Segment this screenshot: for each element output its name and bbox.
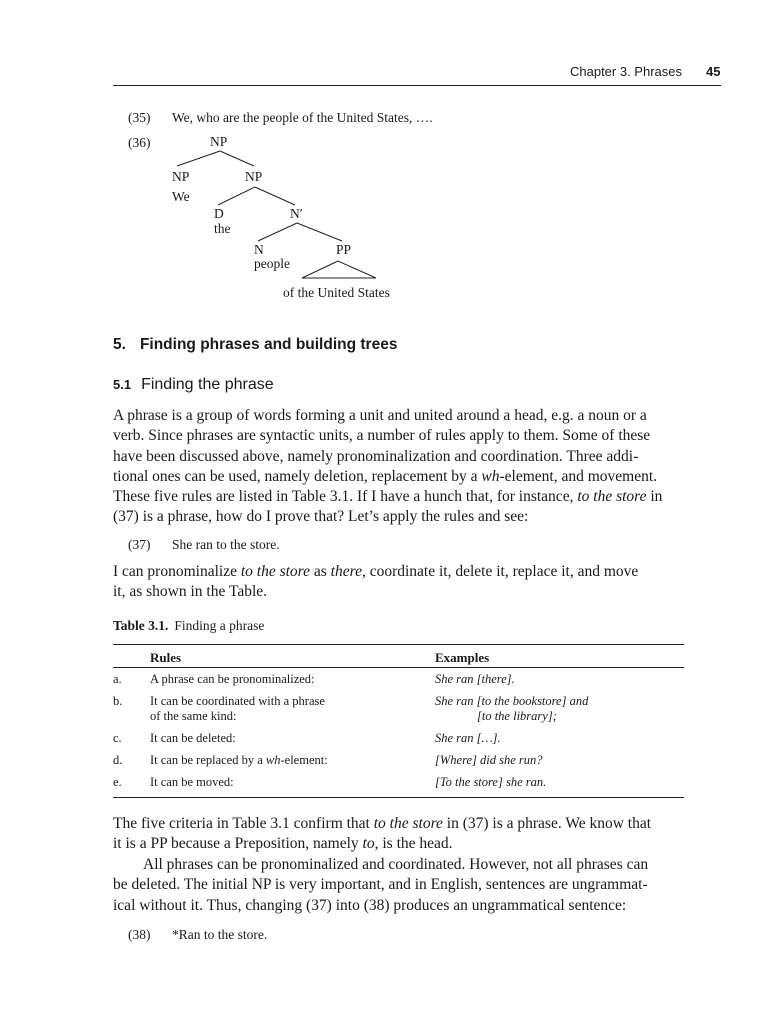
text-line: verb. Since phrases are syntactic units, a number of rules apply to them. Some of these	[113, 427, 651, 445]
table-row-example-cont: [to the library];	[477, 709, 557, 723]
italic-term: wh	[265, 753, 281, 767]
table-caption	[113, 618, 264, 634]
example-text: We, who are the people of the United States, ….	[172, 110, 433, 125]
tree-node-d: D	[214, 206, 224, 221]
tree-leaf-the: the	[214, 221, 231, 236]
paragraph-pronominalize	[113, 562, 683, 603]
text-span: it is a PP because a Preposition, namely	[113, 835, 363, 853]
tree-node-np-left: NP	[172, 169, 190, 184]
text-span: The five criteria in Table 3.1 confirm that	[113, 815, 374, 832]
tree-branch	[258, 223, 297, 241]
tree-branch	[255, 187, 295, 205]
text-line: A phrase is a group of words forming a unit and united around a head, e.g. a noun or a	[113, 407, 647, 424]
table-row-letter: c.	[113, 731, 122, 745]
text-line: ical without it. Thus, changing (37) into (38) produces an ungrammatical sentence:	[113, 896, 627, 914]
example-37	[0, 537, 768, 555]
text-span: tional ones can be used, namely deletion, replacement by a	[113, 467, 482, 485]
paragraph-deletion	[113, 855, 683, 916]
table-label: Table 3.1.	[113, 618, 169, 633]
example-text: *Ran to the store.	[172, 927, 268, 942]
tree-branch	[218, 187, 255, 205]
example-number: (35)	[128, 110, 151, 125]
italic-term: to the store	[240, 563, 310, 580]
table-row-rule: It can be coordinated with a phrase	[150, 694, 325, 708]
example-text: She ran to the store.	[172, 537, 280, 552]
text-span: It can be replaced by a	[150, 753, 266, 767]
tree-leaf-pp: of the United States	[283, 285, 390, 300]
table-row-example: [Where] did she run?	[435, 753, 543, 767]
tree-leaf-we: We	[172, 189, 190, 204]
italic-term: to the store	[577, 488, 647, 506]
table-row-rule: It can be deleted:	[150, 731, 236, 745]
example-38	[0, 927, 768, 945]
subsection-number: 5.1	[113, 377, 132, 392]
table-row-example: [To the store] she ran.	[435, 775, 547, 789]
text-line: be deleted. The initial NP is very important, and in English, sentences are ungrammat-	[113, 876, 648, 894]
text-span: These five rules are listed in Table 3.1. If I have a hunch that, for instance,	[113, 488, 578, 506]
section-title: Finding phrases and building trees	[139, 336, 398, 353]
table-bottom-rule	[113, 797, 684, 798]
header-rule	[113, 85, 721, 86]
italic-term: wh	[481, 467, 500, 485]
text-line: have been discussed above, namely pronominalization and coordination. Three addi-	[113, 447, 639, 465]
tree-branch	[177, 151, 220, 166]
section-number: 5.	[113, 336, 126, 353]
section-heading	[113, 336, 397, 354]
table-top-rule	[113, 644, 684, 645]
text-line	[113, 467, 683, 487]
example-number: (37)	[128, 537, 151, 552]
subsection-heading	[113, 376, 274, 394]
table-row-rule-cont: of the same kind:	[150, 709, 237, 723]
tree-node-root: NP	[210, 134, 228, 149]
tree-node-n: N	[254, 242, 264, 257]
text-span: -element, and movement.	[499, 467, 658, 485]
text-span: -element:	[280, 753, 328, 767]
table-title: Finding a phrase	[174, 618, 265, 633]
text-line: it, as shown in the Table.	[113, 583, 268, 601]
tree-node-pp: PP	[336, 242, 352, 257]
italic-term: to	[362, 835, 375, 853]
table-row-rule: It can be moved:	[150, 775, 234, 789]
subsection-title: Finding the phrase	[141, 376, 274, 393]
tree-branch	[297, 223, 342, 241]
running-head: Chapter 3. Phrases	[569, 64, 682, 79]
table-row-letter: b.	[113, 694, 123, 708]
table-header-rules: Rules	[150, 650, 182, 665]
table-row-letter: e.	[113, 775, 122, 789]
paragraph-phrase-definition	[113, 406, 683, 528]
text-line	[113, 562, 683, 582]
text-line: All phrases can be pronominalized and coordinated. However, not all phrases can	[143, 856, 649, 873]
text-span: as	[310, 563, 331, 580]
text-line	[113, 814, 683, 834]
example-35	[0, 110, 768, 128]
example-number: (38)	[128, 927, 151, 942]
text-line: (37) is a phrase, how do I prove that? Let’s apply the rules and see:	[113, 508, 529, 526]
paragraph-criteria	[113, 814, 683, 855]
table-row-example: She ran [to the bookstore] and	[435, 694, 589, 708]
example-number: (36)	[128, 135, 151, 150]
text-span: in (37) is a phrase. We know that	[442, 815, 652, 832]
text-span: I can pronominalize	[113, 563, 241, 580]
table-header-examples: Examples	[435, 650, 490, 665]
table-row-rule: A phrase can be pronominalized:	[150, 672, 315, 686]
text-line	[113, 834, 683, 854]
tree-node-nbar: N′	[290, 206, 303, 221]
table-header-rule	[113, 667, 684, 668]
italic-term: there	[330, 563, 362, 580]
syntax-tree	[160, 133, 420, 305]
table-row-example: She ran [there].	[435, 672, 515, 686]
text-span: , coordinate it, delete it, replace it, and move	[361, 563, 639, 580]
tree-branch	[220, 151, 254, 166]
table-row-rule	[150, 753, 328, 768]
table-row-letter: a.	[113, 672, 122, 686]
tree-triangle	[302, 261, 376, 278]
page-number: 45	[706, 64, 721, 79]
text-line	[113, 487, 683, 507]
text-span: in	[646, 488, 663, 506]
text-span: , is the head.	[374, 835, 453, 853]
italic-term: to the store	[373, 815, 443, 832]
tree-leaf-people: people	[254, 256, 290, 271]
table-row-letter: d.	[113, 753, 123, 767]
tree-node-np-right: NP	[245, 169, 263, 184]
table-row-example: She ran […].	[435, 731, 501, 745]
